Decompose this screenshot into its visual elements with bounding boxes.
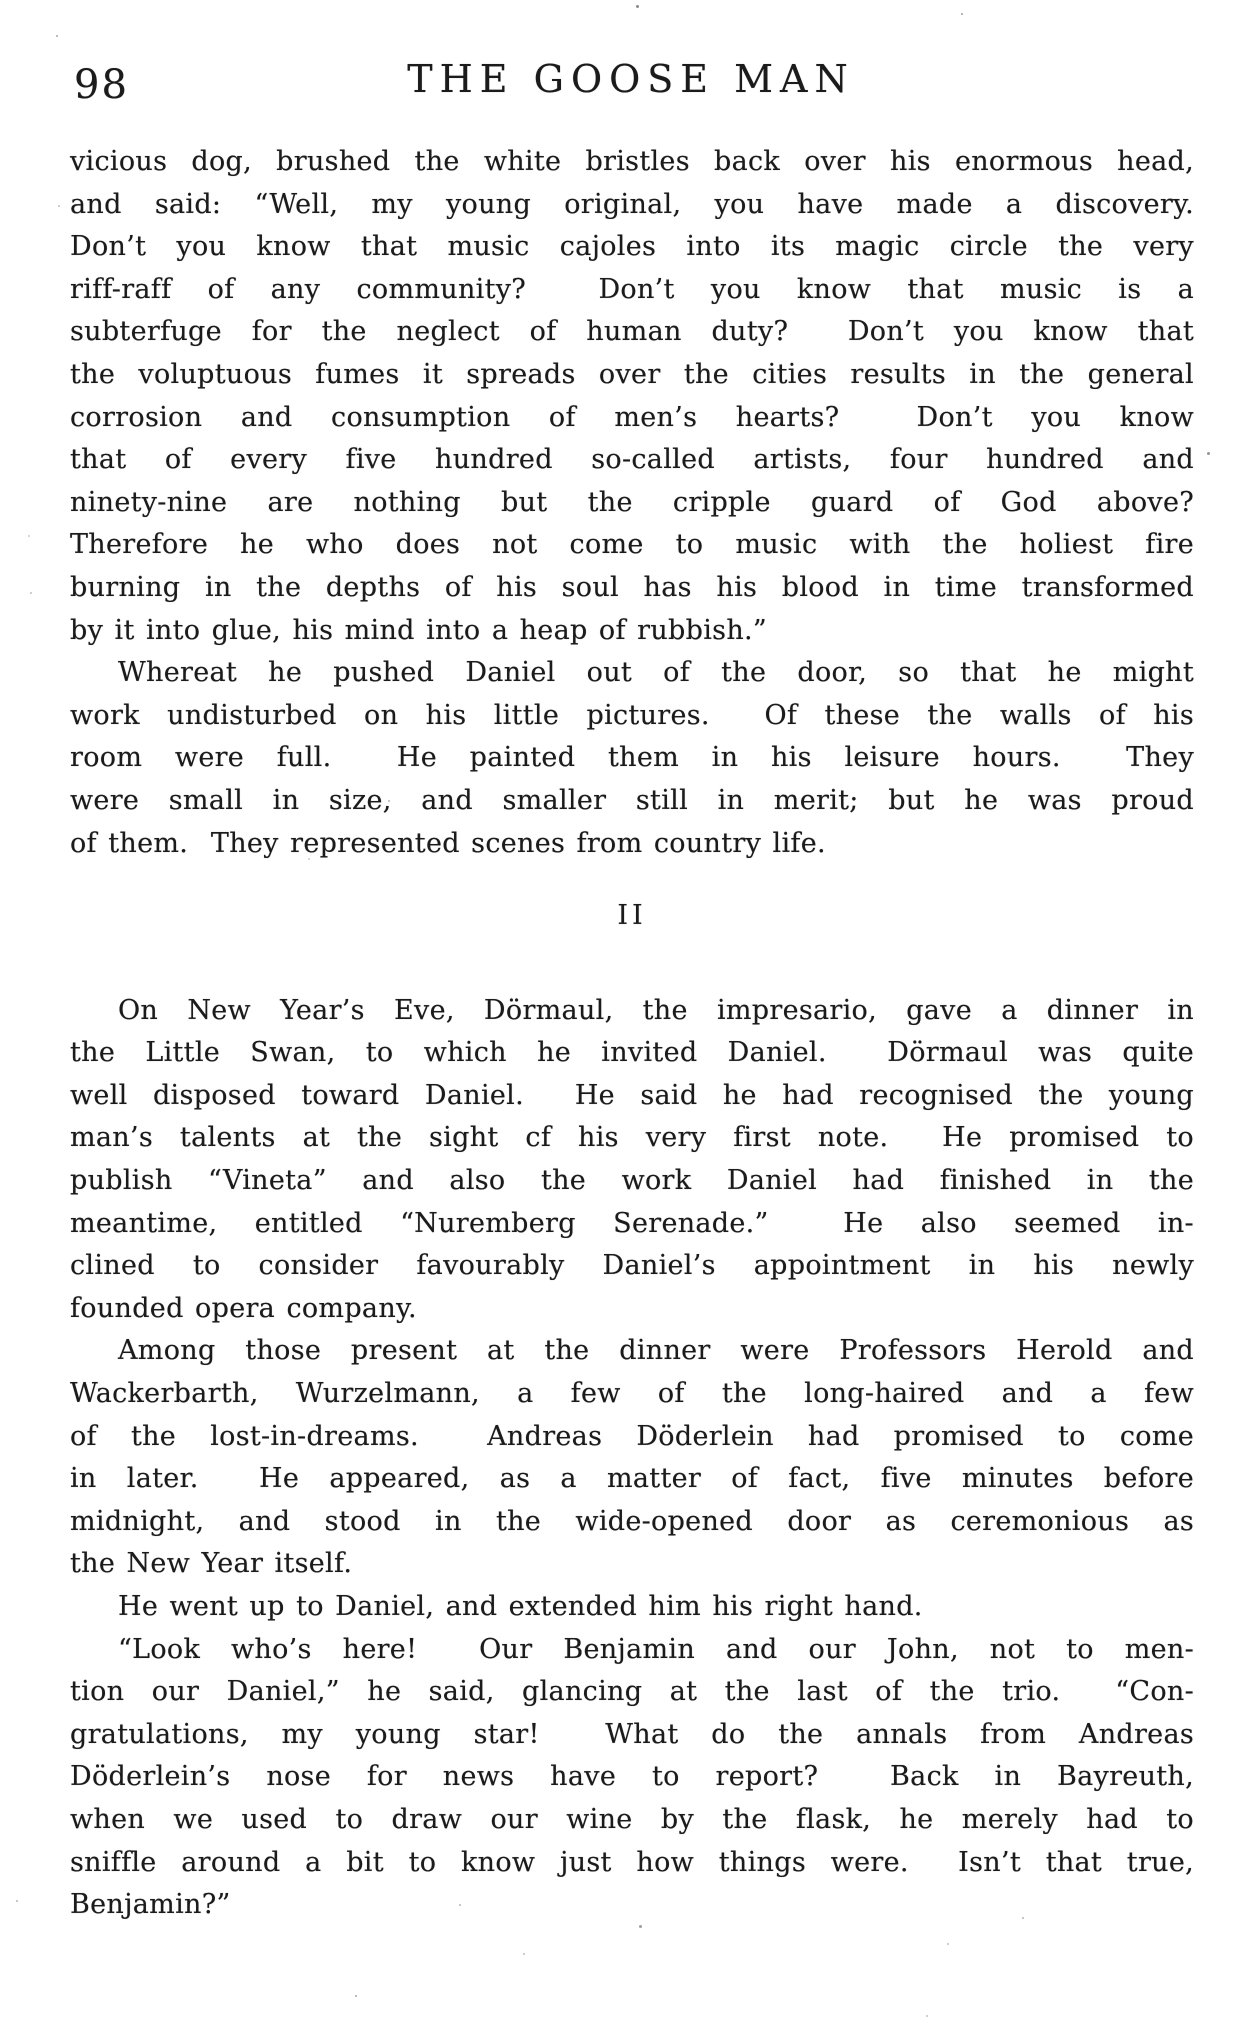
- text-line: founded opera company.: [70, 1292, 417, 1324]
- text-line: the New Year itself.: [70, 1548, 353, 1580]
- text-line: of the lost-in-dreams. Andreas Döderlein had promised to come: [70, 1420, 1194, 1452]
- paragraph: [70, 1330, 1194, 1586]
- text-line: meantime, entitled “Nuremberg Serenade.” He also seemed in-: [70, 1207, 1194, 1239]
- text-line: gratulations, my young star! What do the annals from Andreas: [70, 1718, 1194, 1750]
- paragraph: [70, 990, 1194, 1331]
- text-line: room were full. He painted them in his leisure hours. They: [70, 742, 1194, 774]
- scan-speck: [459, 1904, 461, 1906]
- text-line: Therefore he who does not come to music with the holiest fire: [70, 529, 1194, 561]
- text-line: and said: “Well, my young original, you have made a discovery.: [70, 188, 1194, 220]
- text-line: Whereat he pushed Daniel out of the door, so that he might: [118, 657, 1194, 689]
- paragraph: [70, 652, 1194, 865]
- paragraph: [70, 1629, 1194, 1927]
- text-line: corrosion and consumption of men’s hearts? Don’t you know: [70, 401, 1194, 433]
- scan-speck: [58, 205, 60, 207]
- scan-speck: [56, 35, 58, 37]
- scan-speck: [388, 800, 390, 802]
- text-line: in later. He appeared, as a matter of fact, five minutes before: [70, 1463, 1194, 1495]
- scan-speck: [523, 1953, 525, 1955]
- scan-speck: [16, 1900, 18, 1902]
- page-header: [70, 56, 1192, 106]
- scan-speck: [308, 858, 310, 860]
- text-line: by it into glue, his mind into a heap of rubbish.”: [70, 614, 767, 646]
- text-line: vicious dog, brushed the white bristles back over his enormous head,: [70, 146, 1194, 177]
- scan-speck: [355, 1995, 357, 1997]
- text-line: On New Year’s Eve, Dörmaul, the impresario, gave a dinner in: [118, 994, 1194, 1026]
- text-line: publish “Vineta” and also the work Daniel had finished in the: [70, 1165, 1194, 1197]
- text-line: Döderlein’s nose for news have to report? Back in Bayreuth,: [70, 1761, 1194, 1793]
- text-line: Among those present at the dinner were Professors Herold and: [118, 1335, 1194, 1367]
- text-line: well disposed toward Daniel. He said he had recognised the young: [70, 1079, 1194, 1111]
- running-title: THE GOOSE MAN: [407, 57, 855, 101]
- text-line: subterfuge for the neglect of human duty? Don’t you know that: [70, 316, 1194, 348]
- text-line: Benjamin?”: [70, 1889, 231, 1921]
- text-line: man’s talents at the sight cf his very first note. He promised to: [70, 1122, 1194, 1154]
- scan-speck: [639, 1925, 642, 1928]
- paragraph: [70, 1586, 1194, 1629]
- text-line: work undisturbed on his little pictures. Of these the walls of his: [70, 699, 1194, 731]
- section-heading: II: [617, 900, 647, 932]
- text-line: midnight, and stood in the wide-opened door as ceremonious as: [70, 1505, 1194, 1537]
- paragraph: [70, 141, 1194, 652]
- scan-speck: [28, 535, 30, 537]
- text-line: when we used to draw our wine by the flask, he merely had to: [70, 1803, 1194, 1835]
- text-line: were small in size, and smaller still in merit; but he was proud: [70, 784, 1194, 816]
- text-line: the Little Swan, to which he invited Daniel. Dörmaul was quite: [70, 1037, 1194, 1069]
- text-line: riff-raff of any community? Don’t you know that music is a: [70, 273, 1194, 305]
- text-line: of them. They represented scenes from country life.: [70, 827, 826, 859]
- scan-speck: [947, 1943, 949, 1945]
- scan-speck: [30, 592, 32, 594]
- scan-speck: [961, 13, 963, 15]
- text-line: ninety-nine are nothing but the cripple guard of God above?: [70, 486, 1194, 518]
- scan-speck: [1022, 1917, 1024, 1919]
- scan-speck: [1207, 452, 1210, 455]
- text-line: that of every five hundred so-called artists, four hundred and: [70, 444, 1194, 476]
- text-line: “Look who’s here! Our Benjamin and our John, not to men-: [118, 1633, 1194, 1665]
- text-line: tion our Daniel,” he said, glancing at the last of the trio. “Con-: [70, 1676, 1194, 1708]
- page-number: 98: [74, 62, 129, 108]
- text-body: [70, 141, 1194, 1927]
- text-line: burning in the depths of his soul has his blood in time transformed: [70, 571, 1194, 603]
- scan-speck: [926, 2015, 928, 2017]
- text-line: He went up to Daniel, and extended him his right hand.: [118, 1591, 923, 1622]
- text-line: Don’t you know that music cajoles into its magic circle the very: [70, 231, 1194, 263]
- text-line: clined to consider favourably Daniel’s appointment in his newly: [70, 1250, 1194, 1282]
- text-line: Wackerbarth, Wurzelmann, a few of the long-haired and a few: [70, 1378, 1194, 1410]
- scan-speck: [636, 5, 639, 8]
- text-line: the voluptuous fumes it spreads over the cities results in the general: [70, 358, 1194, 390]
- text-line: sniffle around a bit to know just how things were. Isn’t that true,: [70, 1846, 1194, 1878]
